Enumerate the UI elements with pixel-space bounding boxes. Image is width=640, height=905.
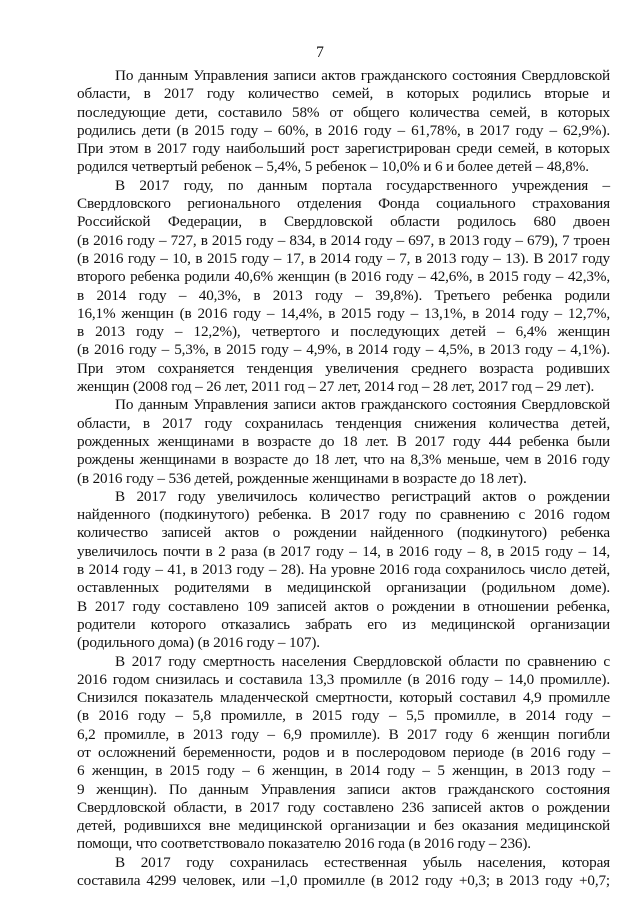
paragraph-line: По данным Управления записи актов гражданского состояния Свердловской <box>115 396 610 414</box>
paragraph-line: женщин (2008 год – 26 лет, 2011 год – 27 лет, 2014 год – 28 лет, 2017 год – 29 лет). <box>77 378 595 396</box>
paragraph-line: 6,2 промилле, в 2013 году – 6,9 промилле). В 2017 году 6 женщин погибли <box>77 725 610 743</box>
paragraph-line: родился четвертый ребенок – 5,4%, 5 ребенок – 10,0% и 6 и более детей – 48,8%. <box>77 158 589 176</box>
paragraph-line: В 2017 году смертность населения Свердловской области по сравнению с <box>115 652 610 670</box>
paragraph-line: В 2017 году, по данным портала государственного учреждения – <box>115 176 610 194</box>
paragraph-line: Российской Федерации, в Свердловской области родилось 680 двоен <box>77 213 610 231</box>
paragraph-line: 16,1% женщин (в 2016 году – 14,4%, в 2015 году – 13,1%, в 2014 году – 12,7%, <box>77 304 610 322</box>
paragraph-line: 9 женщин). По данным Управления записи актов гражданского состояния <box>77 780 610 798</box>
paragraph-3 <box>77 396 610 487</box>
document-body <box>77 67 610 890</box>
paragraph-2 <box>77 177 610 397</box>
paragraph-line: (в 2016 году – 5,8 промилле, в 2015 году – 5,5 промилле, в 2014 году – <box>77 707 610 725</box>
paragraph-line: По данным Управления записи актов гражданского состояния Свердловской <box>115 67 610 84</box>
paragraph-line: последующие дети, составило 58% от общего количества семей, в которых <box>77 103 610 121</box>
paragraph-line: родители которого отказались забрать его из медицинской организации <box>77 615 610 633</box>
paragraph-line: количество записей актов о рождении найденного (подкинутого) ребенка <box>77 524 610 542</box>
paragraph-line: При этом в 2017 году наибольший рост зарегистрирован среди семей, в которых <box>77 140 610 158</box>
paragraph-line: При этом сохраняется тенденция увеличения среднего возраста родивших <box>77 359 610 377</box>
paragraph-line: (родильного дома) (в 2016 году – 107). <box>77 634 320 652</box>
paragraph-line: в 2014 году – 41, в 2013 году – 28). На уровне 2016 года сохранилось число детей, <box>77 561 610 579</box>
paragraph-6 <box>77 854 610 891</box>
paragraph-line: оставленных родителями в медицинской организации (родильном доме). <box>77 579 610 597</box>
paragraph-line: детей, родившихся вне медицинской организации и без оказания медицинской <box>77 817 610 835</box>
paragraph-line: найденного (подкинутого) ребенка. В 2017 году по сравнению с 2016 годом <box>77 506 610 524</box>
paragraph-4 <box>77 488 610 653</box>
paragraph-line: Свердловской области, в 2017 году составлено 236 записей актов о рождении <box>77 798 610 816</box>
page-number: 7 <box>316 44 324 61</box>
paragraph-line: 2016 годом снизилась и составила 13,3 промилле (в 2016 году – 14,0 промилле). <box>77 670 610 688</box>
paragraph-line: в 2014 году – 40,3%, в 2013 году – 39,8%). Третьего ребенка родили <box>77 286 610 304</box>
paragraph-line: родились дети (в 2015 году – 60%, в 2016 году – 61,78%, в 2017 году – 62,9%). <box>77 121 610 139</box>
paragraph-line: (в 2016 году – 727, в 2015 году – 834, в 2014 году – 697, в 2013 году – 679), 7 троен <box>77 231 610 249</box>
paragraph-line: (в 2016 году – 10, в 2015 году – 17, в 2014 году – 7, в 2013 году – 13). В 2017 году <box>77 249 610 267</box>
paragraph-line: от осложнений беременности, родов и в послеродовом периоде (в 2016 году – <box>77 743 610 761</box>
paragraph-line: рожденных женщинами в возрасте до 18 лет. В 2017 году 444 ребенка были <box>77 432 610 450</box>
paragraph-line: В 2017 году сохранилась естественная убыль населения, которая <box>115 853 610 871</box>
paragraph-line: области, в 2017 году количество семей, в которых родились вторые и <box>77 85 610 103</box>
paragraph-line: области, в 2017 году сохранилась тенденция снижения количества детей, <box>77 414 610 432</box>
paragraph-line: В 2017 году увеличилось количество регистраций актов о рождении <box>115 487 610 505</box>
paragraph-line: 6 женщин, в 2015 году – 6 женщин, в 2014 году – 5 женщин, в 2013 году – <box>77 762 610 780</box>
paragraph-line: (в 2016 году – 536 детей, рожденные женщинами в возрасте до 18 лет). <box>77 469 527 487</box>
paragraph-5 <box>77 653 610 854</box>
paragraph-1 <box>77 67 610 177</box>
paragraph-line: В 2017 году составлено 109 записей актов о рождении в отношении ребенка, <box>77 597 610 615</box>
paragraph-line: увеличилось почти в 2 раза (в 2017 году – 14, в 2016 году – 8, в 2015 году – 14, <box>77 542 610 560</box>
paragraph-line: Свердловского регионального отделения Фонда социального страхования <box>77 195 610 213</box>
paragraph-line: второго ребенка родили 40,6% женщин (в 2016 году – 42,6%, в 2015 году – 42,3%, <box>77 268 610 286</box>
paragraph-line: в 2013 году – 12,2%), четвертого и последующих детей – 6,4% женщин <box>77 323 610 341</box>
paragraph-line: (в 2016 году – 5,3%, в 2015 году – 4,9%, в 2014 году – 4,5%, в 2013 году – 4,1%). <box>77 341 610 359</box>
paragraph-line: составила 4299 человек, или –1,0 промилле (в 2012 году +0,3; в 2013 году +0,7; <box>77 872 610 890</box>
paragraph-line: помощи, что соответствовало показателю 2016 года (в 2016 году – 236). <box>77 835 531 853</box>
paragraph-line: рождены женщинами в возрасте до 18 лет, что на 8,3% меньше, чем в 2016 году <box>77 451 610 469</box>
paragraph-line: Снизился показатель младенческой смертности, который составил 4,9 промилле <box>77 689 610 707</box>
